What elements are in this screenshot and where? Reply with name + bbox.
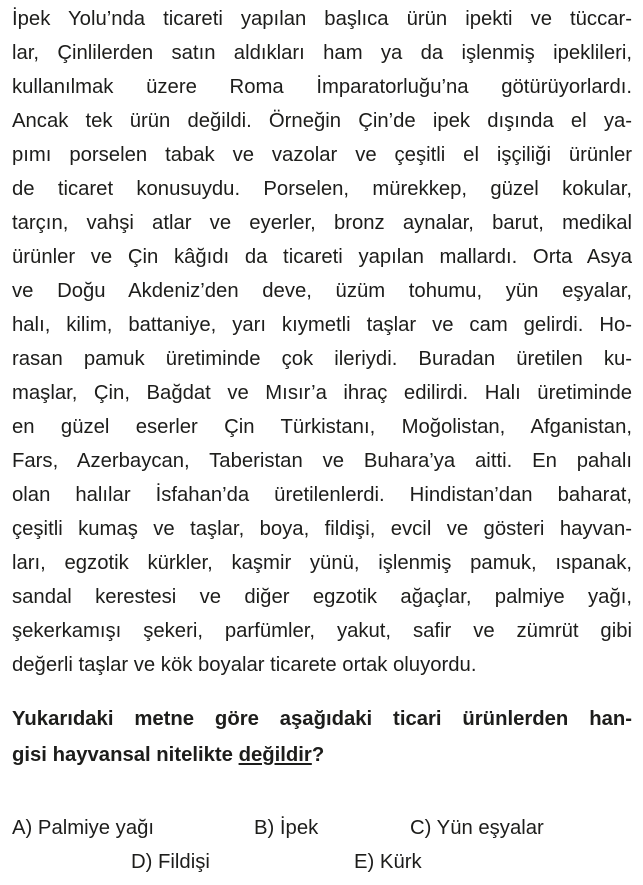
question-text: gisi hayvansal nitelikte: [12, 744, 239, 766]
passage-line: de ticaret konusuydu. Porselen, mürekkep, güzel kokular,: [12, 178, 632, 200]
passage-line: ürünler ve Çin kâğıdı da ticareti yapılan mallardı. Orta Asya: [12, 246, 632, 268]
passage-line: kullanılmak üzere Roma İmparatorluğu’na götürüyorlardı.: [12, 76, 632, 98]
option-a[interactable]: A) Palmiye yağı: [12, 817, 155, 839]
passage-line: halı, kilim, battaniye, yarı kıymetli taşlar ve cam gelirdi. Ho-: [12, 314, 632, 336]
passage-line: olan halılar İsfahan’da üretilenlerdi. Hindistan’dan baharat,: [12, 484, 632, 506]
passage-line: çeşitli kumaş ve taşlar, boya, fildişi, evcil ve gösteri hayvan-: [12, 518, 632, 540]
question-line: Yukarıdaki metne göre aşağıdaki ticari ürünlerden han-: [12, 708, 632, 730]
passage-line: ları, egzotik kürkler, kaşmir yünü, işlenmiş pamuk, ıspanak,: [12, 552, 632, 574]
option-e[interactable]: E) Kürk: [354, 851, 422, 873]
passage-line: rasan pamuk üretiminde çok ileriydi. Buradan üretilen ku-: [12, 348, 632, 370]
passage-line: en güzel eserler Çin Türkistanı, Moğolistan, Afganistan,: [12, 416, 632, 438]
passage-line: lar, Çinlilerden satın aldıkları ham ya da işlenmiş ipeklileri,: [12, 42, 632, 64]
passage-line: maşlar, Çin, Bağdat ve Mısır’a ihraç edilirdi. Halı üretiminde: [12, 382, 632, 404]
question-emphasis: değildir: [238, 744, 312, 766]
passage-line: pımı porselen tabak ve vazolar ve çeşitli el işçiliği ürünler: [12, 144, 632, 166]
passage-line: değerli taşlar ve kök boyalar ticarete ortak oluyordu.: [12, 654, 477, 676]
option-c[interactable]: C) Yün eşyalar: [410, 817, 544, 839]
question-mark: ?: [311, 744, 325, 766]
passage-line: Ancak tek ürün değildi. Örneğin Çin’de ipek dışında el ya-: [12, 110, 632, 132]
question-line: [12, 738, 632, 772]
passage-line: İpek Yolu’nda ticareti yapılan başlıca ürün ipekti ve tüccar-: [12, 8, 632, 30]
option-b[interactable]: B) İpek: [254, 817, 319, 839]
passage-line: sandal kerestesi ve diğer egzotik ağaçlar, palmiye yağı,: [12, 586, 632, 608]
passage-line: tarçın, vahşi atlar ve eyerler, bronz aynalar, barut, medikal: [12, 212, 632, 234]
option-d[interactable]: D) Fildişi: [131, 851, 210, 873]
passage-line: ve Doğu Akdeniz’den deve, üzüm tohumu, yün eşyalar,: [12, 280, 632, 302]
passage-line: şekerkamışı şekeri, parfümler, yakut, safir ve zümrüt gibi: [12, 620, 632, 642]
passage-line: Fars, Azerbaycan, Taberistan ve Buhara’ya aitti. En pahalı: [12, 450, 632, 472]
